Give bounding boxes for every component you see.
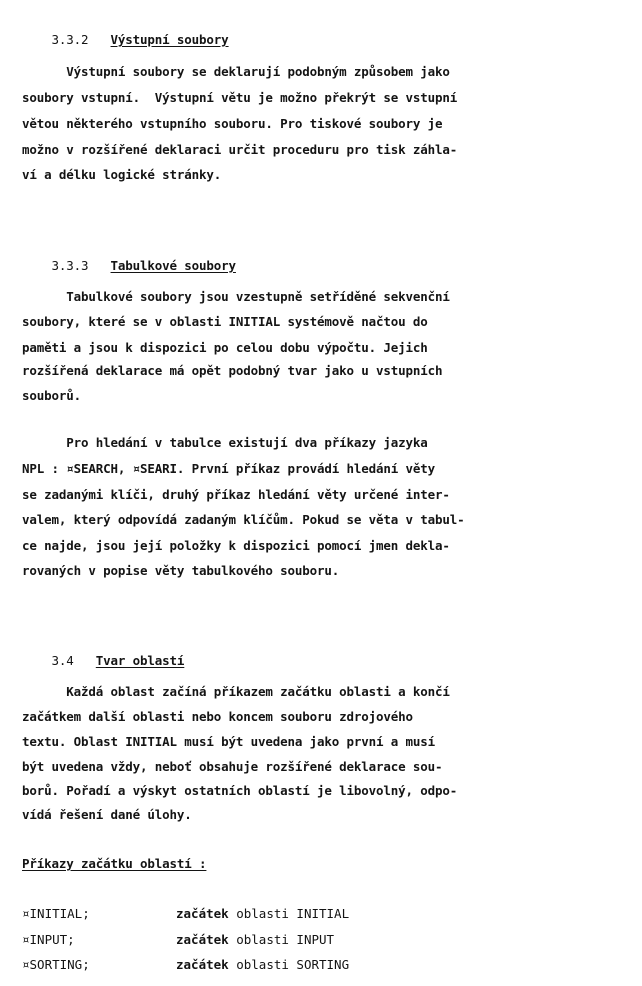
paragraph-line: textu. Oblast INITIAL musí být uvedena jako první a musí bbox=[22, 734, 436, 749]
commands-heading: Příkazy začátku oblastí : bbox=[22, 856, 207, 871]
command-desc-prefix: začátek bbox=[176, 957, 229, 972]
paragraph-line: začátkem další oblasti nebo koncem souboru zdrojového bbox=[22, 709, 413, 724]
section-title: Tvar oblastí bbox=[95, 653, 185, 668]
paragraph-line: vídá řešení dané úlohy. bbox=[22, 807, 192, 822]
command-desc-rest: oblasti INITIAL bbox=[228, 906, 350, 921]
paragraph-line: Pro hledání v tabulce existují dva příkazy jazyka bbox=[22, 435, 428, 450]
command-description bbox=[176, 906, 349, 922]
paragraph-line: valem, který odpovídá zadaným klíčům. Pokud se věta v tabul- bbox=[22, 512, 465, 527]
command-name: ¤SORTING; bbox=[22, 957, 90, 972]
paragraph-line: soubory, které se v oblasti INITIAL systémově načtou do bbox=[22, 314, 428, 329]
section-heading-3-3-3 bbox=[22, 242, 236, 290]
section-title: Výstupní soubory bbox=[110, 32, 229, 47]
section-number: 3.3.3 bbox=[51, 258, 89, 273]
command-name: ¤INPUT; bbox=[22, 932, 75, 947]
paragraph-line: paměti a jsou k dispozici po celou dobu výpočtu. Jejich bbox=[22, 340, 428, 355]
paragraph-line: Tabulkové soubory jsou vzestupně setříděné sekvenční bbox=[22, 289, 450, 304]
paragraph-line: NPL : ¤SEARCH, ¤SEARI. První příkaz provádí hledání věty bbox=[22, 461, 436, 476]
paragraph-line: možno v rozšířené deklaraci určit proceduru pro tisk záhla- bbox=[22, 142, 458, 157]
paragraph-line: borů. Pořadí a výskyt ostatních oblastí je libovolný, odpo- bbox=[22, 783, 458, 798]
paragraph-line: Výstupní soubory se deklarují podobným způsobem jako bbox=[22, 64, 450, 79]
section-number: 3.3.2 bbox=[51, 32, 89, 47]
command-name: ¤INITIAL; bbox=[22, 906, 90, 921]
section-title: Tabulkové soubory bbox=[110, 258, 236, 273]
command-description bbox=[176, 932, 334, 948]
paragraph-line: Každá oblast začíná příkazem začátku oblasti a končí bbox=[22, 684, 450, 699]
command-desc-rest: oblasti SORTING bbox=[228, 957, 350, 972]
paragraph-line: rozšířená deklarace má opět podobný tvar jako u vstupních bbox=[22, 363, 443, 378]
paragraph-line: souborů. bbox=[22, 388, 82, 403]
section-number: 3.4 bbox=[51, 653, 74, 668]
paragraph-line: ví a délku logické stránky. bbox=[22, 167, 222, 182]
paragraph-line: větou některého vstupního souboru. Pro tiskové soubory je bbox=[22, 116, 443, 131]
paragraph-line: být uvedena vždy, neboť obsahuje rozšířené deklarace sou- bbox=[22, 759, 443, 774]
command-desc-prefix: začátek bbox=[176, 932, 229, 947]
paragraph-line: rovaných v popise věty tabulkového souboru. bbox=[22, 563, 340, 578]
command-desc-rest: oblasti INPUT bbox=[228, 932, 335, 947]
section-heading-3-4 bbox=[22, 637, 184, 685]
command-desc-prefix: začátek bbox=[176, 906, 229, 921]
command-description bbox=[176, 957, 349, 973]
paragraph-line: ce najde, jsou její položky k dispozici pomocí jmen dekla- bbox=[22, 538, 450, 553]
section-heading-3-3-2 bbox=[22, 16, 229, 64]
paragraph-line: se zadanými klíči, druhý příkaz hledání věty určené inter- bbox=[22, 487, 450, 502]
paragraph-line: soubory vstupní. Výstupní větu je možno překrýt se vstupní bbox=[22, 90, 458, 105]
